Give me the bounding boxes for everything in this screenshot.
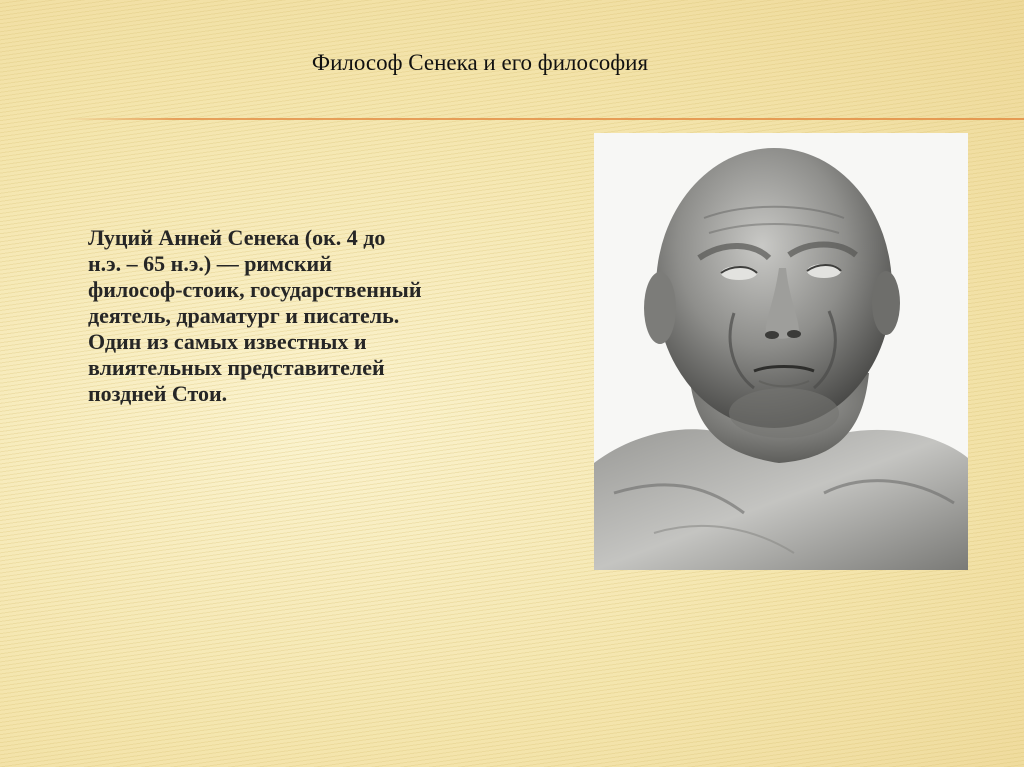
body-paragraph [88,225,538,407]
body-line: философ-стоик, государственный [88,277,422,302]
body-line: деятель, драматург и писатель. [88,303,400,328]
slide-title: Философ Сенека и его философия [311,50,649,75]
seneca-bust-image [594,133,968,570]
body-line: н.э. – 65 н.э.) — римский [88,251,332,276]
body-line: влиятельных представителей [88,355,385,380]
body-line: поздней Стои. [88,381,228,406]
body-line: Луций Анней Сенека (ок. 4 до [88,225,386,250]
title-underline [62,118,1024,120]
body-line: Один из самых известных и [88,329,367,354]
